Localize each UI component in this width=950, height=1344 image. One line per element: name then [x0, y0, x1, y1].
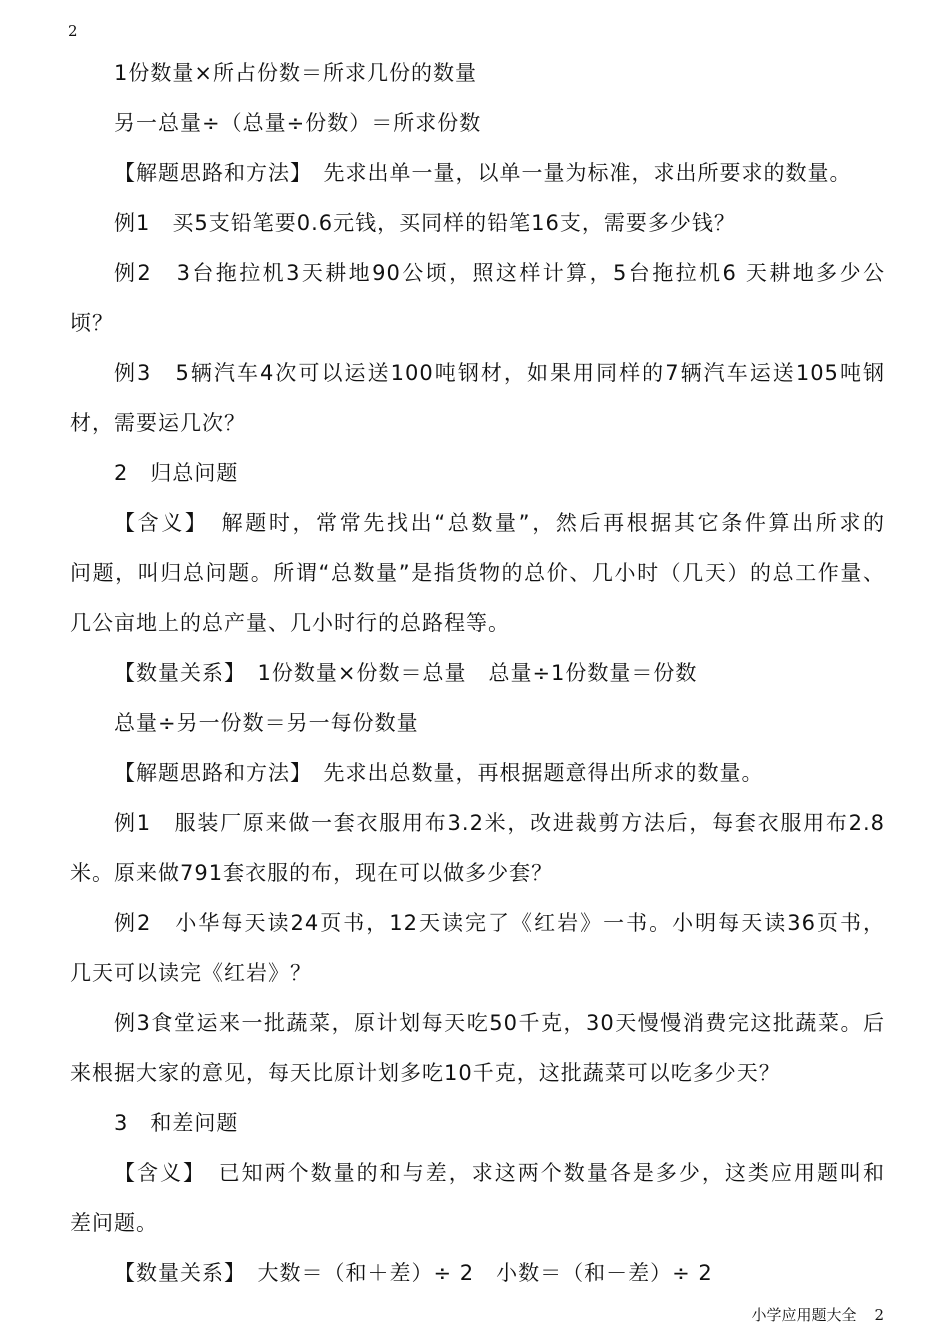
text-line: 【数量关系】 1份数量×份数＝总量 总量÷1份数量＝份数 [114, 661, 698, 685]
text-line: 例3 5辆汽车4次可以运送100吨钢材，如果用同样的7辆汽车运送105吨钢 [114, 361, 885, 385]
section-heading: 3 和差问题 [114, 1111, 239, 1135]
text-line: 【含义】 解题时，常常先找出“总数量”，然后再根据其它条件算出所求的 [114, 511, 885, 535]
text-line: 材，需要运几次？ [70, 411, 246, 435]
text-line: 总量÷另一份数＝另一每份数量 [114, 711, 419, 735]
text-line: 米。原来做791套衣服的布，现在可以做多少套？ [70, 861, 554, 885]
text-line: 【含义】 已知两个数量的和与差，求这两个数量各是多少，这类应用题叫和 [114, 1161, 885, 1185]
text-line: 另一总量÷（总量÷份数）＝所求份数 [114, 111, 482, 135]
text-line: 例2 3台拖拉机3天耕地90公顷，照这样计算，5台拖拉机6 天耕地多少公 [114, 261, 885, 285]
text-line: 例1 买5支铅笔要0.6元钱，买同样的铅笔16支，需要多少钱？ [114, 211, 736, 235]
text-line: 几天可以读完《红岩》？ [70, 961, 312, 985]
text-line: 【解题思路和方法】 先求出总数量，再根据题意得出所求的数量。 [114, 761, 764, 785]
text-line: 来根据大家的意见，每天比原计划多吃10千克，这批蔬菜可以吃多少天？ [70, 1061, 781, 1085]
text-line: 【数量关系】 大数＝（和＋差）÷ 2 小数＝（和－差）÷ 2 [114, 1261, 713, 1285]
text-line: 【解题思路和方法】 先求出单一量，以单一量为标准，求出所要求的数量。 [114, 161, 852, 185]
text-line: 例3食堂运来一批蔬菜，原计划每天吃50千克，30天慢慢消费完这批蔬菜。后 [114, 1011, 885, 1035]
text-line: 1份数量×所占份数＝所求几份的数量 [114, 61, 477, 85]
text-line: 例1 服装厂原来做一套衣服用布3.2米，改进裁剪方法后，每套衣服用布2.8 [114, 811, 885, 835]
text-line: 顷？ [70, 311, 114, 335]
text-line: 差问题。 [70, 1211, 158, 1235]
text-line: 问题，叫归总问题。所谓“总数量”是指货物的总价、几小时（几天）的总工作量、 [70, 561, 885, 585]
document-body [70, 48, 885, 1298]
header-page-number: 2 [68, 22, 78, 40]
page-footer [733, 1304, 884, 1325]
text-line: 例2 小华每天读24页书，12天读完了《红岩》一书。小明每天读36页书， [114, 911, 885, 935]
footer-title: 小学应用题大全 [751, 1306, 857, 1324]
text-line: 几公亩地上的总产量、几小时行的总路程等。 [70, 611, 510, 635]
section-heading: 2 归总问题 [114, 461, 239, 485]
footer-page-number: 2 [874, 1306, 884, 1324]
